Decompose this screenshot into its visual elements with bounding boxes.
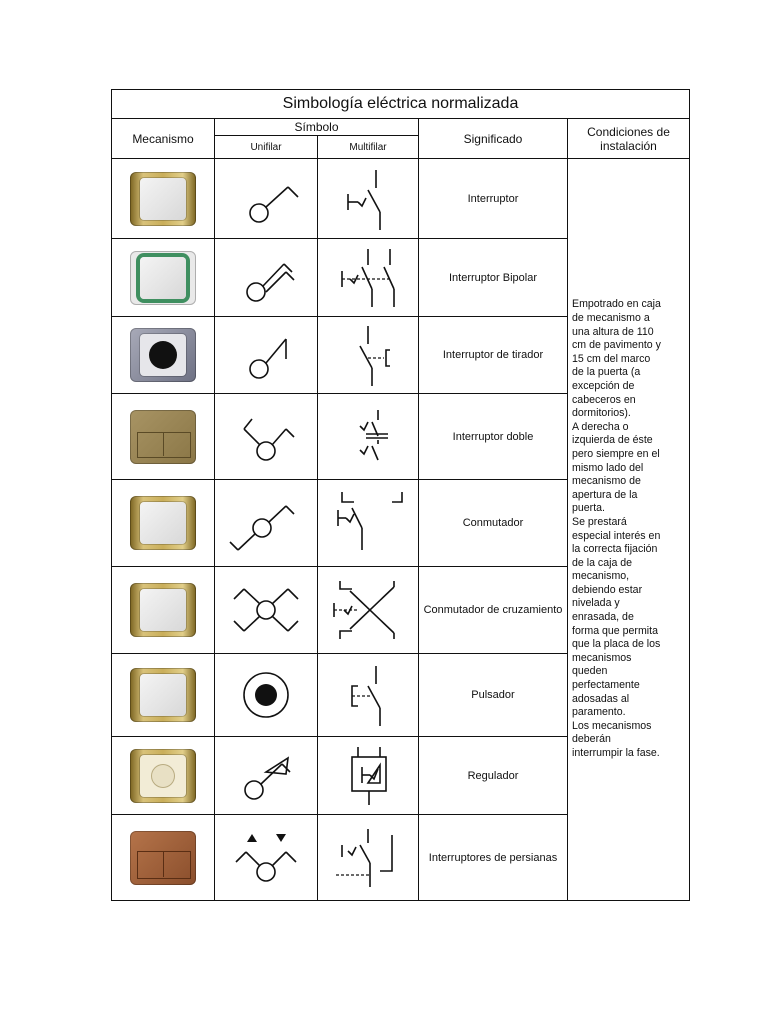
pull-switch-unifilar-icon [226, 325, 306, 385]
bipolar-switch-unifilar-icon [226, 248, 306, 308]
significado-cell: Interruptor doble [419, 394, 568, 480]
commutator-plate-icon [130, 496, 196, 550]
table-row [112, 159, 690, 239]
crossover-commutator-plate-icon [130, 583, 196, 637]
header-mecanismo: Mecanismo [112, 119, 215, 159]
dimmer-plate-icon [130, 749, 196, 803]
header-unifilar: Unifilar [215, 136, 318, 159]
condiciones-text: Empotrado en caja de mecanismo a una altura de 110 cm de pavimento y 15 cm del marco de la puerta (a excepción de cabeceros en dormitorios). A derecha o izquierda de éste pero siempre en el mismo lado del mecanismo de apertura de la puerta. Se prestará especial interés en la correcta fijación de la caja de mecanismo, debiendo estar nivelada y enrasada, de forma que permita que la placa de los mecanismos queden perfectamente adosadas al paramento. Los mecanismos deberán interrumpir la fase. [572, 298, 661, 759]
table-title: Simbología eléctrica normalizada [112, 90, 690, 119]
push-button-multifilar-icon [328, 662, 408, 728]
switch-plate-icon [130, 172, 196, 226]
bipolar-switch-plate-icon [130, 251, 196, 305]
significado-cell: Conmutador [419, 480, 568, 567]
significado-cell: Interruptores de persianas [419, 815, 568, 901]
bipolar-switch-multifilar-icon [328, 245, 408, 311]
double-switch-plate-icon [130, 410, 196, 464]
dimmer-multifilar-icon [328, 743, 408, 809]
blind-switch-plate-icon [130, 831, 196, 885]
push-button-unifilar-icon [226, 665, 306, 725]
blind-switch-multifilar-icon [328, 823, 408, 893]
dimmer-unifilar-icon [226, 746, 306, 806]
significado-cell: Interruptor de tirador [419, 317, 568, 394]
header-multifilar: Multifilar [318, 136, 419, 159]
significado-cell: Conmutador de cruzamiento [419, 567, 568, 654]
push-button-plate-icon [130, 668, 196, 722]
switch-multifilar-icon [328, 166, 408, 232]
blind-switch-unifilar-icon [226, 826, 306, 890]
significado-cell: Regulador [419, 737, 568, 815]
significado-cell: Interruptor Bipolar [419, 239, 568, 317]
crossover-commutator-multifilar-icon [328, 575, 408, 645]
pull-switch-plate-icon [130, 328, 196, 382]
significado-cell: Pulsador [419, 654, 568, 737]
double-switch-multifilar-icon [328, 404, 408, 470]
header-simbolo: Símbolo [215, 119, 419, 136]
condiciones-cell [568, 159, 690, 901]
commutator-multifilar-icon [328, 488, 408, 558]
header-condiciones: Condiciones de instalación [568, 119, 690, 159]
switch-unifilar-icon [226, 169, 306, 229]
header-significado: Significado [419, 119, 568, 159]
pull-switch-multifilar-icon [328, 322, 408, 388]
significado-cell: Interruptor [419, 159, 568, 239]
commutator-unifilar-icon [226, 490, 306, 556]
crossover-commutator-unifilar-icon [226, 577, 306, 643]
double-switch-unifilar-icon [226, 405, 306, 469]
symbology-table [111, 89, 690, 901]
